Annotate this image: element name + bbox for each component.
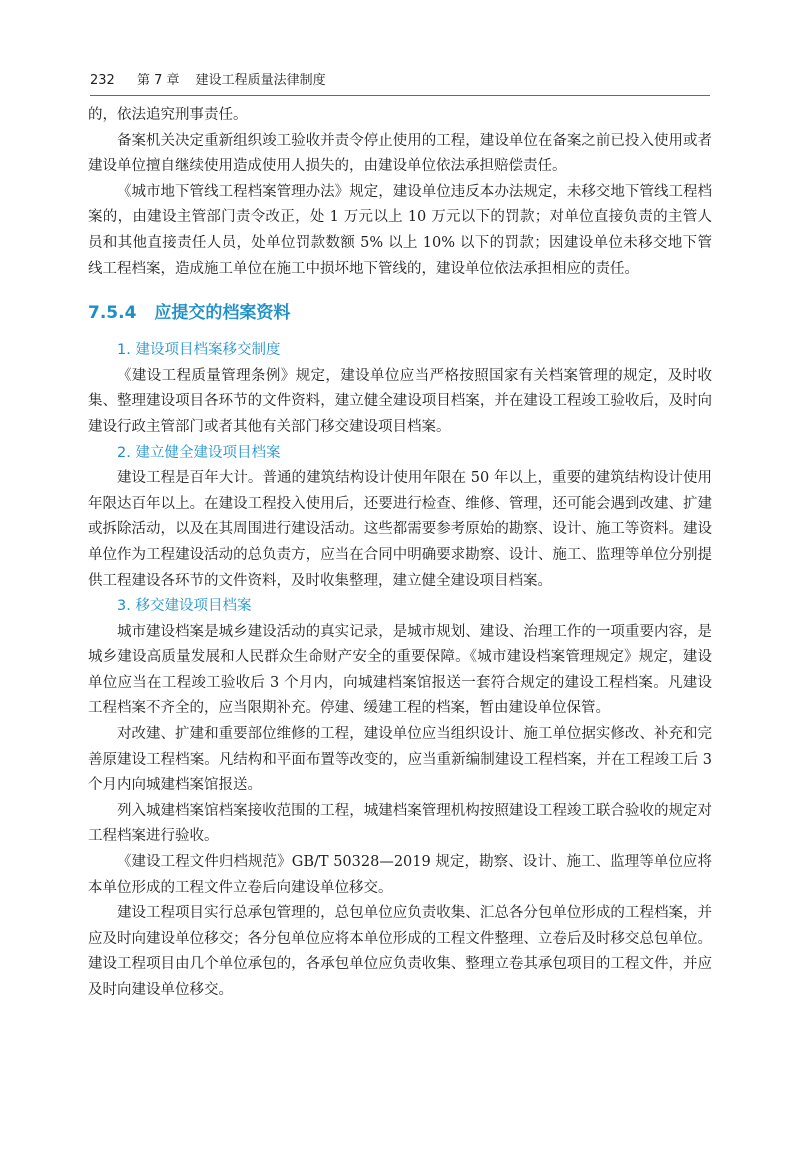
header-divider — [90, 95, 710, 96]
paragraph: 《城市地下管线工程档案管理办法》规定，建设单位违反本办法规定，未移交地下管线工程档案的，由建设主管部门责令改正，处 1 万元以上 10 万元以下的罚款；对单位直接负责的主管人员和其他直接责任人员，处单位罚款数额 5% 以上 10% 以下的罚款；因建设单位未移交地下管线工程档案，造成施工单位在施工中损坏地下管线的，建设单位依法承担相应的责任。 — [88, 183, 712, 277]
chapter-title: 建设工程质量法律制度 — [195, 73, 326, 88]
chapter-label: 第 7 章 — [136, 73, 180, 88]
paragraph: 《建设工程质量管理条例》规定，建设单位应当严格按照国家有关档案管理的规定，及时收集、整理建设项目各环节的文件资料，建立健全建设项目档案，并在建设工程竣工验收后，及时向建设行政主管部门或者其他有关部门移交建设项目档案。 — [88, 367, 712, 435]
paragraph: 《建设工程文件归档规范》GB/T 50328—2019 规定，勘察、设计、施工、监理等单位应将本单位形成的工程文件立卷后向建设单位移交。 — [88, 854, 712, 896]
paragraph: 建设工程项目实行总承包管理的，总包单位应负责收集、汇总各分包单位形成的工程档案，并应及时向建设单位移交；各分包单位应将本单位形成的工程文件整理、立卷后及时移交总包单位。建设工程项目由几个单位承包的，各承包单位应负责收集、整理立卷其承包项目的工程文件，并应及时向建设单位移交。 — [88, 905, 712, 998]
section-title: 应提交的档案资料 — [154, 303, 291, 324]
paragraph: 列入城建档案馆档案接收范围的工程，城建档案管理机构按照建设工程竣工联合验收的规定对工程档案进行验收。 — [88, 802, 712, 845]
page-number: 232 — [90, 73, 115, 88]
running-header — [90, 70, 710, 92]
paragraph: 城市建设档案是城乡建设活动的真实记录，是城市规划、建设、治理工作的一项重要内容，是城乡建设高质量发展和人民群众生命财产安全的重要保障。《城市建设档案管理规定》规定，建设单位应当在工程竣工验收后 3 个月内，向城建档案馆报送一套符合规定的建设工程档案。凡建设工程档案不齐全的，应当限期补充。停建、缓建工程的档案，暂由建设单位保管。 — [88, 623, 712, 717]
paragraph: 对改建、扩建和重要部位维修的工程，建设单位应当组织设计、施工单位据实修改、补充和完善原建设工程档案。凡结构和平面布置等改变的，应当重新编制建设工程档案，并在工程竣工后 3 个月内向城建档案馆报送。 — [88, 726, 712, 794]
subheading: 2. 建立健全建设项目档案 — [117, 444, 281, 461]
section-number: 7.5.4 — [88, 303, 137, 324]
paragraph: 的，依法追究刑事责任。 — [88, 107, 248, 123]
section-heading — [88, 300, 712, 326]
subheading: 3. 移交建设项目档案 — [117, 598, 252, 615]
subheading: 1. 建设项目档案移交制度 — [117, 342, 281, 359]
paragraph: 建设工程是百年大计。普通的建筑结构设计使用年限在 50 年以上，重要的建筑结构设计使用年限达百年以上。在建设工程投入使用后，还要进行检查、维修、管理，还可能会遇到改建、扩建或拆除活动，以及在其周围进行建设活动。这些都需要参考原始的勘察、设计、施工等资料。建设单位作为工程建设活动的总负责方，应当在合同中明确要求勘察、设计、施工、监理等单位分别提供工程建设各环节的文件资料，及时收集整理，建立健全建设项目档案。 — [88, 470, 712, 589]
paragraph: 备案机关决定重新组织竣工验收并责令停止使用的工程，建设单位在备案之前已投入使用或者建设单位擅自继续使用造成使用人损失的，由建设单位依法承担赔偿责任。 — [88, 132, 712, 175]
body-text — [88, 103, 712, 1004]
